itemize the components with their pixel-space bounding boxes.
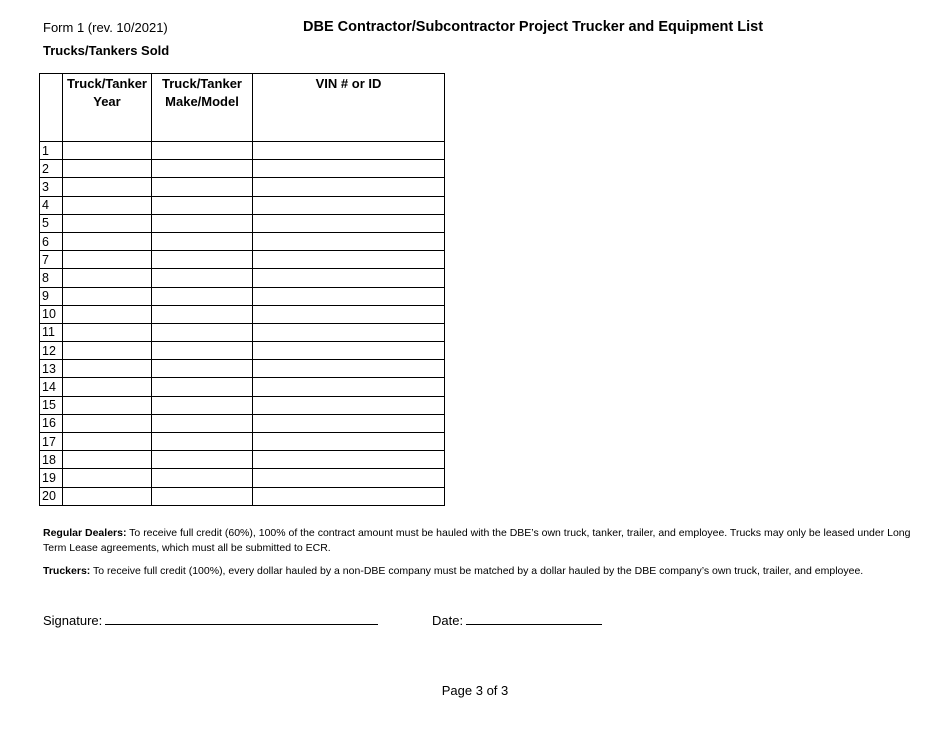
signature-field[interactable] (105, 611, 378, 625)
vin-cell[interactable] (253, 396, 445, 414)
year-cell[interactable] (63, 487, 152, 505)
table-row (40, 251, 445, 269)
year-cell[interactable] (63, 287, 152, 305)
document-title: DBE Contractor/Subcontractor Project Trucker and Equipment List (303, 19, 764, 35)
row-number: 16 (40, 414, 63, 432)
table-row (40, 160, 445, 178)
row-number: 11 (40, 323, 63, 341)
table-row (40, 196, 445, 214)
row-number: 13 (40, 360, 63, 378)
vin-cell[interactable] (253, 251, 445, 269)
table-row (40, 323, 445, 341)
table-header-row (40, 74, 445, 142)
signature-label: Signature: (43, 613, 103, 628)
year-cell[interactable] (63, 214, 152, 232)
table-row (40, 451, 445, 469)
vin-cell[interactable] (253, 378, 445, 396)
column-header-year (63, 74, 152, 142)
make-model-cell[interactable] (152, 142, 253, 160)
truckers-text: To receive full credit (100%), every dollar hauled by a non-DBE company must be matched by a dollar hauled by the DBE company’s own truck, trailer, and employee. (90, 565, 864, 577)
column-header-year-line2: Year (93, 94, 121, 109)
row-number: 7 (40, 251, 63, 269)
make-model-cell[interactable] (152, 160, 253, 178)
vin-cell[interactable] (253, 414, 445, 432)
row-number: 2 (40, 160, 63, 178)
table-row (40, 433, 445, 451)
column-header-number (40, 74, 63, 142)
row-number: 19 (40, 469, 63, 487)
year-cell[interactable] (63, 142, 152, 160)
table-row (40, 396, 445, 414)
table-row (40, 214, 445, 232)
column-header-vin (253, 74, 445, 142)
form-id: Form 1 (rev. 10/2021) (43, 20, 168, 35)
page-number: Page 3 of 3 (441, 683, 509, 698)
make-model-cell[interactable] (152, 214, 253, 232)
row-number: 12 (40, 342, 63, 360)
row-number: 10 (40, 305, 63, 323)
year-cell[interactable] (63, 360, 152, 378)
year-cell[interactable] (63, 251, 152, 269)
vin-cell[interactable] (253, 196, 445, 214)
vin-cell[interactable] (253, 160, 445, 178)
vin-cell[interactable] (253, 360, 445, 378)
column-header-make-line2: Make/Model (165, 94, 239, 109)
row-number: 4 (40, 196, 63, 214)
year-cell[interactable] (63, 433, 152, 451)
table-row (40, 305, 445, 323)
make-model-cell[interactable] (152, 414, 253, 432)
vin-cell[interactable] (253, 323, 445, 341)
table-row (40, 178, 445, 196)
column-header-make-model (152, 74, 253, 142)
make-model-cell[interactable] (152, 378, 253, 396)
table-row (40, 142, 445, 160)
row-number: 8 (40, 269, 63, 287)
table-row (40, 269, 445, 287)
make-model-cell[interactable] (152, 451, 253, 469)
make-model-cell[interactable] (152, 433, 253, 451)
date-label: Date: (432, 613, 464, 628)
table-row (40, 287, 445, 305)
vin-cell[interactable] (253, 269, 445, 287)
truckers-note (43, 564, 913, 579)
vin-cell[interactable] (253, 469, 445, 487)
make-model-cell[interactable] (152, 469, 253, 487)
row-number: 17 (40, 433, 63, 451)
table-row (40, 487, 445, 505)
make-model-cell[interactable] (152, 360, 253, 378)
vin-cell[interactable] (253, 433, 445, 451)
make-model-cell[interactable] (152, 396, 253, 414)
vin-cell[interactable] (253, 178, 445, 196)
year-cell[interactable] (63, 160, 152, 178)
make-model-cell[interactable] (152, 323, 253, 341)
year-cell[interactable] (63, 342, 152, 360)
equipment-table (39, 73, 445, 506)
year-cell[interactable] (63, 469, 152, 487)
dealers-note (43, 526, 913, 556)
year-cell[interactable] (63, 396, 152, 414)
year-cell[interactable] (63, 232, 152, 250)
row-number: 18 (40, 451, 63, 469)
year-cell[interactable] (63, 323, 152, 341)
make-model-cell[interactable] (152, 232, 253, 250)
row-number: 6 (40, 232, 63, 250)
dealers-text: To receive full credit (60%), 100% of the contract amount must be hauled with the DBE’s own truck, tanker, trailer, and employee. Trucks may only be leased under Long Term Lease agreements, which must all be submitted to ECR. (43, 527, 911, 554)
table-row (40, 414, 445, 432)
make-model-cell[interactable] (152, 487, 253, 505)
row-number: 1 (40, 142, 63, 160)
date-field[interactable] (466, 611, 602, 625)
column-header-year-line1: Truck/Tanker (67, 76, 147, 91)
column-header-vin-line1: VIN # or ID (315, 76, 382, 91)
make-model-cell[interactable] (152, 178, 253, 196)
row-number: 5 (40, 214, 63, 232)
year-cell[interactable] (63, 196, 152, 214)
row-number: 9 (40, 287, 63, 305)
year-cell[interactable] (63, 305, 152, 323)
make-model-cell[interactable] (152, 196, 253, 214)
table-row (40, 232, 445, 250)
row-number: 20 (40, 487, 63, 505)
signature-line (43, 611, 378, 628)
vin-cell[interactable] (253, 142, 445, 160)
truckers-label: Truckers: (43, 565, 91, 577)
year-cell[interactable] (63, 269, 152, 287)
vin-cell[interactable] (253, 451, 445, 469)
make-model-cell[interactable] (152, 251, 253, 269)
table-row (40, 342, 445, 360)
table-body (40, 142, 445, 506)
make-model-cell[interactable] (152, 305, 253, 323)
vin-cell[interactable] (253, 287, 445, 305)
vin-cell[interactable] (253, 342, 445, 360)
make-model-cell[interactable] (152, 287, 253, 305)
date-line (432, 611, 602, 628)
vin-cell[interactable] (253, 305, 445, 323)
make-model-cell[interactable] (152, 269, 253, 287)
year-cell[interactable] (63, 414, 152, 432)
year-cell[interactable] (63, 451, 152, 469)
notes-section (43, 526, 913, 587)
make-model-cell[interactable] (152, 342, 253, 360)
row-number: 14 (40, 378, 63, 396)
year-cell[interactable] (63, 378, 152, 396)
table-row (40, 378, 445, 396)
table-row (40, 360, 445, 378)
section-heading: Trucks/Tankers Sold (43, 43, 170, 58)
vin-cell[interactable] (253, 487, 445, 505)
vin-cell[interactable] (253, 214, 445, 232)
row-number: 3 (40, 178, 63, 196)
vin-cell[interactable] (253, 232, 445, 250)
table-row (40, 469, 445, 487)
year-cell[interactable] (63, 178, 152, 196)
dealers-label: Regular Dealers: (43, 527, 127, 539)
row-number: 15 (40, 396, 63, 414)
column-header-make-line1: Truck/Tanker (162, 76, 242, 91)
